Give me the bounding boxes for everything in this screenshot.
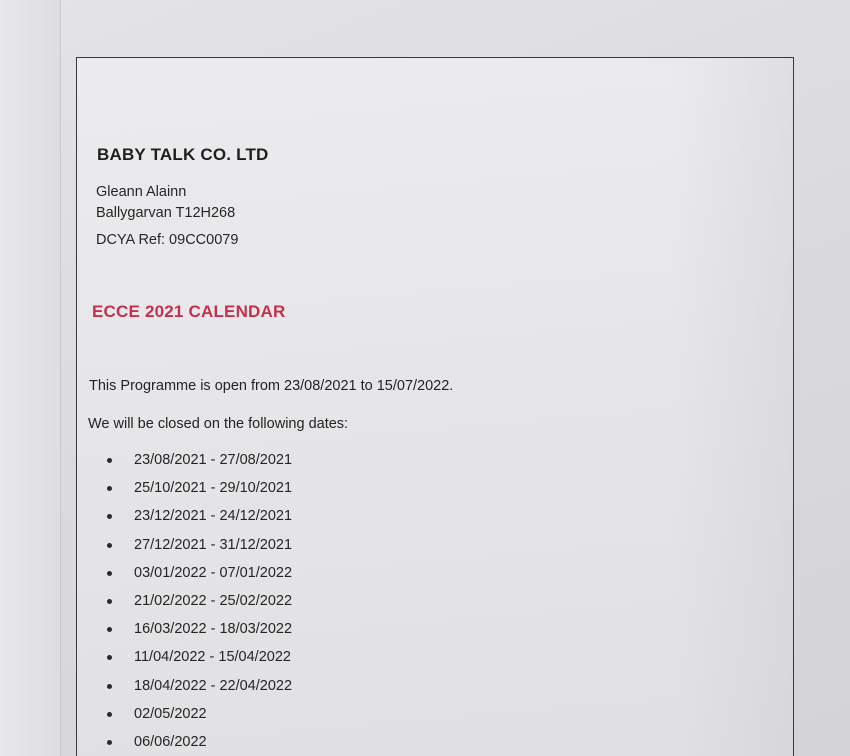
company-name: BABY TALK CO. LTD	[97, 145, 269, 164]
bullet-icon	[107, 655, 112, 660]
bullet-icon	[107, 514, 112, 519]
closed-date-text: 18/04/2022 - 22/04/2022	[134, 677, 293, 694]
bullet-icon	[107, 627, 112, 632]
underlying-sheet	[0, 0, 61, 756]
bullet-icon	[107, 571, 112, 576]
bullet-icon	[107, 599, 112, 604]
bullet-icon	[107, 458, 112, 463]
document-page	[76, 57, 794, 756]
closed-date-text: 11/04/2022 - 15/04/2022	[134, 649, 291, 666]
closed-date-text: 16/03/2022 - 18/03/2022	[134, 621, 293, 638]
bullet-icon	[107, 684, 112, 689]
closed-date-text: 02/05/2022	[134, 705, 207, 722]
bullet-icon	[107, 712, 112, 717]
page-shadow	[673, 58, 793, 756]
closed-date-text: 21/02/2022 - 25/02/2022	[134, 592, 293, 609]
closed-date-text: 03/01/2022 - 07/01/2022	[134, 564, 293, 581]
calendar-title: ECCE 2021 CALENDAR	[92, 302, 286, 321]
address-line-2: Ballygarvan T12H268	[96, 205, 236, 221]
bullet-icon	[107, 740, 112, 745]
dcya-reference: DCYA Ref: 09CC0079	[96, 232, 239, 248]
address-line-1: Gleann Alainn	[96, 184, 187, 200]
closed-date-text: 25/10/2021 - 29/10/2021	[134, 480, 293, 497]
bullet-icon	[107, 543, 112, 548]
closed-date-text: 27/12/2021 - 31/12/2021	[134, 536, 293, 553]
closed-date-text: 23/08/2021 - 27/08/2021	[134, 452, 293, 468]
closed-date-text: 23/12/2021 - 24/12/2021	[134, 508, 293, 525]
closed-dates-intro: We will be closed on the following dates:	[88, 416, 349, 432]
closed-date-text: 06/06/2022	[134, 733, 207, 750]
programme-dates-text: This Programme is open from 23/08/2021 to 15/07/2022.	[89, 378, 454, 394]
bullet-icon	[107, 486, 112, 491]
